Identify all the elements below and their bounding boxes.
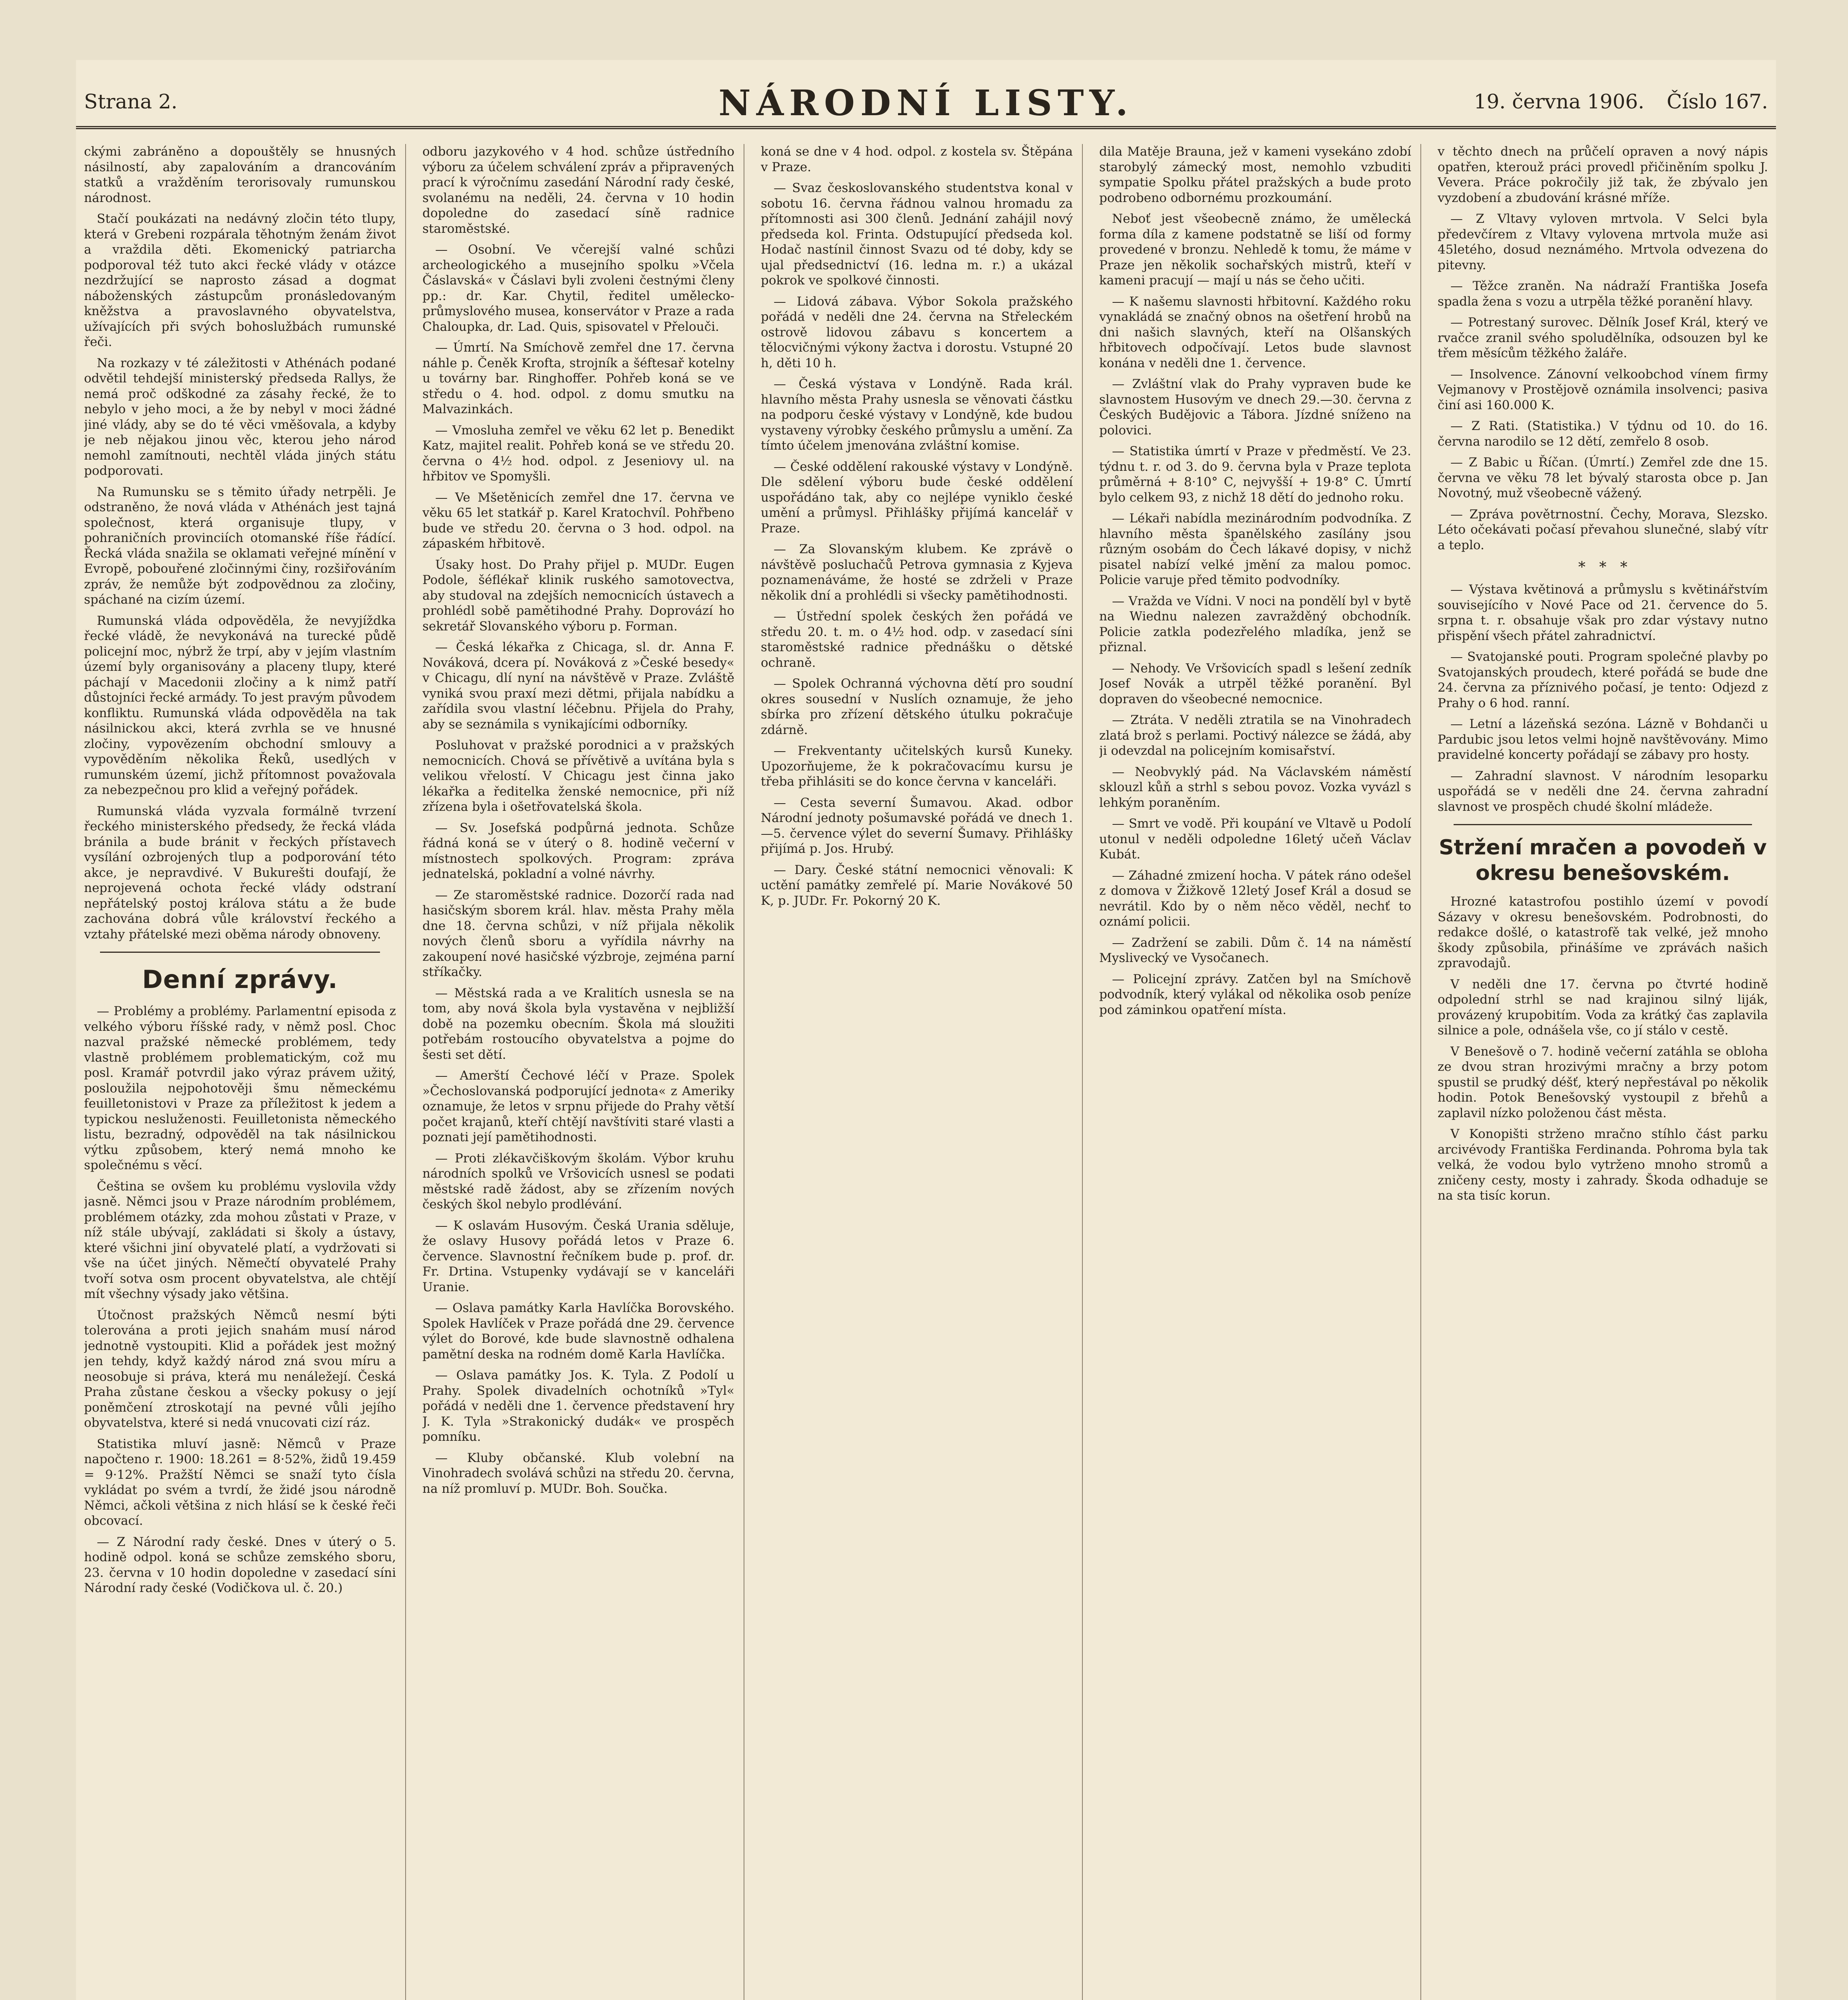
news-item: — Vmosluha zemřel ve věku 62 let p. Benedikt Katz, majitel realit. Pohřeb koná se ve středu 20. června o 4½ hod. odpol. z Jeseniovy ul. na hřbitov ve Spomyšli. — [422, 423, 734, 484]
news-item: v těchto dnech na průčelí opraven a nový nápis opatřen, kterouž práci provedl přičiněním spolku J. Vevera. Práce pokročily již tak, že zbývalo jen vyzdobení a zbudování krásné mříže. — [1438, 144, 1768, 205]
flood-article-title: Stržení mračen a povodeň v okresu benešovském. — [1439, 836, 1767, 885]
article-paragraph: Rumunská vláda vyzvala formálně tvrzení řeckého ministerského předsedy, že řecká vláda bránila a bude bránit v řeckých přístavech vysílání ozbrojených tlup a podporování této akce, je nepravdivé. V Bukurešti doufají, že neprojevená ochota řecké vlády odstraní nepřátelský postoj králova státu a že bude zachována dobrá vůle království řeckého a vztahy přátelské mezi oběma národy obnoveny. — [84, 804, 396, 942]
issue-info — [1458, 90, 1768, 113]
news-item: — Oslava památky Jos. K. Tyla. Z Podolí u Prahy. Spolek divadelních ochotníků »Tyl« pořádá v neděli dne 1. července představení hry J. K. Tyla »Strakonický dudák« ve prospěch pomníku. — [422, 1368, 734, 1444]
news-item: — Zahradní slavnost. V národním lesoparku uspořádá se v neděli dne 24. června zahradní slavnost ve prospěch chudé školní mládeže. — [1438, 768, 1768, 814]
news-item: — Zadržení se zabili. Dům č. 14 na náměstí Myslivecký ve Vysočanech. — [1099, 935, 1411, 965]
news-item: Úsaky host. Do Prahy přijel p. MUDr. Eugen Podole, šéflékař klinik ruského samotovectva, aby studoval na zdejších nemocnicích ústavech a prohlédl sobě pamětihodné Prahy. Doprovází ho sekretář Slovanského výboru p. Forman. — [422, 557, 734, 634]
column-rule — [1420, 144, 1421, 2000]
news-item: — Česká výstava v Londýně. Rada král. hlavního města Prahy usnesla se věnovati částku na podporu české výstavy v Londýně, kde budou vystaveny výrobky českého průmyslu a umění. Za tímto účelem jmenována zvláštní komise. — [761, 377, 1073, 453]
news-item: Útočnost pražských Němců nesmí býti tolerována a proti jejich snahám musí národ jednotně vystoupiti. Klid a pořádek jest možný jen tehdy, když každý národ zná svou míru a neosobuje si práva, která mu nenáležejí. Česká Praha zůstane českou a všecky pokusy o její poněmčení ztroskotají na pevné vůli jejího obyvatelstva, které si nedá vnucovati cizí ráz. — [84, 1308, 396, 1430]
column-2 — [422, 144, 734, 2000]
news-item: — Vražda ve Vídni. V noci na pondělí byl v bytě na Wiednu nalezen zavražděný obchodník. Policie zatkla podezřelého mladíka, jenž se přiznal. — [1099, 594, 1411, 654]
news-item: — Potrestaný surovec. Dělník Josef Král, který ve rvačce zranil svého spoludělníka, odsouzen byl ke třem měsícům těžkého žaláře. — [1438, 315, 1768, 360]
section-divider — [100, 952, 380, 953]
news-item: — Letní a lázeňská sezóna. Lázně v Bohdanči u Pardubic jsou letos velmi hojně navštěvovány. Mimo pravidelné koncerty pořádají se zábavy pro hosty. — [1438, 717, 1768, 762]
news-item: — Cesta severní Šumavou. Akad. odbor Národní jednoty pošumavské pořádá ve dnech 1.—5. července výlet do severní Šumavy. Přihlášky přijímá p. Jos. Hrubý. — [761, 795, 1073, 856]
news-item: — Dary. České státní nemocnici věnovali: K uctění památky zemřelé pí. Marie Novákové 50 K, p. JUDr. Fr. Pokorný 20 K. — [761, 862, 1073, 908]
page-label: Strana 2. — [84, 90, 178, 113]
news-item: — Amerští Čechové léčí v Praze. Spolek »Čechoslovanská podporující jednota« z Ameriky oznamuje, že letos v srpnu přijede do Prahy větší počet krajanů, kteří chtějí navštíviti staré vlasti a poznati její pamětihodnosti. — [422, 1068, 734, 1144]
news-item: — Za Slovanským klubem. Ke zprávě o návštěvě posluchačů Petrova gymnasia z Kyjeva poznamenáváme, že hosté se zdrželi v Praze několik dní a prohlédli si všecky pamětihodnosti. — [761, 542, 1073, 603]
column-4 — [1099, 144, 1411, 2000]
section-separator: * * * — [1578, 559, 1628, 576]
news-item: — Policejní zprávy. Zatčen byl na Smíchově podvodník, který vylákal od několika osob peníze pod záminkou opatření místa. — [1099, 972, 1411, 1017]
news-item: — Spolek Ochranná výchovna dětí pro soudní okres sousední v Nuslích oznamuje, že jeho sbírka pro zřízení dětského útulku pokračuje zdárně. — [761, 676, 1073, 737]
news-item: — Svaz českoslovanského studentstva konal v sobotu 16. června řádnou valnou hromadu za přítomnosti asi 300 členů. Jednání zahájil nový předseda kol. Frinta. Odstupující předseda kol. Hodač nastínil činnost Svazu od té doby, kdy se ujal předsednictví (16. ledna m. r.) a ukázal pokrok ve spolkové činnosti. — [761, 181, 1073, 288]
news-item: — Česká lékařka z Chicaga, sl. dr. Anna F. Nováková, dcera pí. Nováková z »České besedy« v Chicagu, dlí nyní na návštěvě v Praze. Zvláště vyniká svou praxí mezi dětmi, přijala nabídku a zařídila svou vlastní léčebnu. Přijela do Prahy, aby se seznámila s vynikajícími odborníky. — [422, 640, 734, 732]
news-item: — Neobvyklý pád. Na Václavském náměstí sklouzl kůň a strhl s sebou povoz. Vozka vyvázl s lehkým poraněním. — [1099, 764, 1411, 810]
flood-article-paragraph: V Konopišti strženo mračno stíhlo část parku arcivévody Františka Ferdinanda. Pohroma byla tak velká, že vodou bylo vytrženo mnoho stromů a zničeny cesty, mosty i zahrady. Škoda odhaduje se na sta tisíc korun. — [1438, 1127, 1768, 1203]
news-item: — Z Vltavy vyloven mrtvola. V Selci byla předevčírem z Vltavy vylovena mrtvola muže asi 45letého, dosud neznámého. Mrtvola odvezena do pitevny. — [1438, 212, 1768, 272]
news-item: — Ústřední spolek českých žen pořádá ve středu 20. t. m. o 4½ hod. odp. v zasedací síni staroměstské radnice přednášku o dětské ochraně. — [761, 609, 1073, 670]
news-item: — České oddělení rakouské výstavy v Londýně. Dle sdělení výboru bude české oddělení uspořádáno tak, aby co nejlépe vyniklo české umění a průmysl. Přihlášky přijímá kancelář v Praze. — [761, 459, 1073, 536]
news-item: — Zvláštní vlak do Prahy vypraven bude ke slavnostem Husovým ve dnech 29.—30. června z Českých Budějovic a Tábora. Jízdné sníženo na polovici. — [1099, 377, 1411, 438]
column-rule — [1082, 144, 1083, 2000]
news-item: — K našemu slavnosti hřbitovní. Každého roku vynakládá se značný obnos na ošetření hrobů na dni našich slavných, kteří na Olšanských hřbitovech odpočívají. Letos bude slavnost konána v neděli dne 1. července. — [1099, 294, 1411, 370]
news-item: — Svatojanské pouti. Program společné plavby po Svatojanských proudech, které pořádá se bude dne 24. června za příznivého počasí, je tento: Odjezd z Prahy o 6 hod. ranní. — [1438, 650, 1768, 710]
news-item: — Lidová zábava. Výbor Sokola pražského pořádá v neděli dne 24. června na Střeleckém ostrově lidovou zábavu s koncertem a tělocvičnými výkony žactva i dorostu. Vstupné 20 h, děti 10 h. — [761, 294, 1073, 370]
news-item: — Frekventanty učitelských kursů Kuneky. Upozorňujeme, že k pokračovacímu kursu je třeba přihlásiti se do konce června v kanceláři. — [761, 744, 1073, 789]
news-item: — Problémy a problémy. Parlamentní episoda z velkého výboru říšské rady, v němž posl. Choc nazval pražské německé problémem, tedy vlastně problémem problematickým, což mu posl. Kramář potvrdil jako výraz právem užitý, posloužila nejpohotověji šmu německému feuilletonistovi v Praze za příležitost k jedem a typickou nesluženosti. Feuilletonista německého listu, bezradný, odpověděl na tak násilnickou výtku způsobem, který nemá mnoho ke společnému s věcí. — [84, 1004, 396, 1172]
news-item: — Těžce zraněn. Na nádraží Františka Josefa spadla žena s vozu a utrpěla těžké poranění hlavy. — [1438, 279, 1768, 309]
article-paragraph: ckými zabráněno a dopouštěly se hnusných násilností, aby zapalováním a drancováním statků a vražděním terorisovaly rumunskou národnost. — [84, 144, 396, 205]
page-header — [76, 82, 1776, 129]
news-item: — Proti zlékavčiškovým školám. Výbor kruhu národních spolků ve Vršovicích usnesl se podati městské radě žádost, aby se zřízením nových českých škol nebylo prodlévání. — [422, 1151, 734, 1212]
news-item: — Výstava květinová a průmyslu s květinářstvím souvisejícího v Nové Pace od 21. července do 5. srpna t. r. obsahuje však pro zdar výstavy nutno přispění všech přátel zahradnictví. — [1438, 582, 1768, 643]
section-title: Denní zprávy. — [142, 965, 338, 994]
news-item: — Nehody. Ve Vršovicích spadl s lešení zedník Josef Novák a utrpěl těžké poranění. Byl dopraven do všeobecné nemocnice. — [1099, 661, 1411, 706]
news-item: — Z Babic u Říčan. (Úmrtí.) Zemřel zde dne 15. června ve věku 78 let bývalý starosta obce p. Jan Novotný, muž všeobecně vážený. — [1438, 455, 1768, 500]
flood-article-paragraph: V neděli dne 17. června po čtvrté hodině odpolední strhl se nad krajinou silný liják, provázený krupobitím. Voda za krátký čas zaplavila silnice a pole, odnášela vše, co jí stálo v cestě. — [1438, 977, 1768, 1038]
news-item: — Ve Mšetěnicích zemřel dne 17. června ve věku 65 let statkář p. Karel Kratochvíl. Pohřbeno bude ve středu 20. června o 3 hod. odpol. na zápaském hřbitově. — [422, 490, 734, 551]
column-1 — [84, 144, 396, 2000]
news-item: — Sv. Josefská podpůrná jednota. Schůze řádná koná se v úterý o 8. hodině večerní v místnostech spolkových. Program: zpráva jednatelská, pokladní a volné návrhy. — [422, 820, 734, 881]
news-item: Neboť jest všeobecně známo, že umělecká forma díla z kamene podstatně se liší od formy provedené v bronzu. Nehledě k tomu, že máme v Praze jen několik sochařských mistrů, kteří v kameni pracují — mají u nás se čeho učiti. — [1099, 212, 1411, 288]
news-item: koná se dne v 4 hod. odpol. z kostela sv. Štěpána v Praze. — [761, 144, 1073, 174]
issue-date: 19. června 1906. — [1474, 90, 1644, 113]
news-item: odboru jazykového v 4 hod. schůze ústředního výboru za účelem schválení zpráv a připravených prací k výročnímu zasedání Národní rady české, svolanému na neděli, 24. června v 10 hodin dopoledne do zasedací síně radnice staroměstské. — [422, 144, 734, 236]
news-item: Statistika mluví jasně: Němců v Praze napočteno r. 1900: 18.261 = 8·52%, židů 19.459 = 9·12%. Pražští Němci se snaží tyto čísla vykládat po svém a tvrdí, že židé jsou národně Němci, ačkoli většina z nich hlásí se k české řeči obcovací. — [84, 1436, 396, 1528]
news-item: — Statistika úmrtí v Praze v předměstí. Ve 23. týdnu t. r. od 3. do 9. června byla v Praze teplota průměrná + 8·10° C, nejvyšší + 19·8° C. Úmrtí bylo celkem 93, z nichž 18 dětí do jednoho roku. — [1099, 444, 1411, 505]
article-paragraph: Na rozkazy v té záležitosti v Athénách podané odvětil tehdejší ministerský předseda Rallys, že nemá proč odškodné za zásahy řecké, že to nebylo v jeho moci, a že by nebyl v moci žádné jiné vlády, aby se do té věci vměšovala, a kdyby je neb nějakou jinou věc, kterou jeho národ nemohl zamítnouti, nechtěl vláda jiných státu podporovati. — [84, 356, 396, 478]
masthead-title: NÁRODNÍ LISTY. — [718, 82, 1134, 124]
column-3 — [761, 144, 1073, 2000]
news-item: — Smrt ve vodě. Při koupání ve Vltavě u Podolí utonul v neděli odpoledne 16letý učeň Václav Kubát. — [1099, 816, 1411, 862]
column-rule — [405, 144, 406, 2000]
article-paragraph: Stačí poukázati na nedávný zločin této tlupy, která v Grebeni rozpárala těhotným ženám život a vraždila děti. Ekomenický patriarcha podporoval též tuto akci řecké vlády v otázce nezdržující se naprosto zásad a dogmat náboženských zástupcům pronásledovaným kněžstva a pravoslavného obyvatelstva, užívajících při svých bohoslužbách rumunské řeči. — [84, 212, 396, 349]
news-item: — Z Národní rady české. Dnes v úterý o 5. hodině odpol. koná se schůze zemského sboru, 23. června v 10 hodin dopoledne v zasedací síni Národní rady české (Vodičkova ul. č. 20.) — [84, 1534, 396, 1595]
issue-number: Číslo 167. — [1666, 90, 1768, 113]
newspaper-page — [76, 60, 1776, 2000]
news-item: — K oslavám Husovým. Česká Urania sděluje, že oslavy Husovy pořádá letos v Praze 6. července. Slavnostní řečníkem bude p. prof. dr. Fr. Drtina. Vstupenky vydávají se v kanceláři Uranie. — [422, 1218, 734, 1294]
news-item: — Osobní. Ve včerejší valné schůzi archeologického a musejního spolku »Včela Čáslavská« v Čáslavi byli zvoleni čestnými členy pp.: dr. Kar. Chytil, ředitel umělecko-průmyslového musea, konservátor v Praze a rada Chaloupka, dr. Lad. Quis, spisovatel v Přelouči. — [422, 242, 734, 334]
news-item: Čeština se ovšem ku problému vyslovila vždy jasně. Němci jsou v Praze národním problémem, problémem otázky, zda mohou zůstati v Praze, v níž stále ubývají, zakládati si školy a ústavy, které všichni jiní obyvatelé platí, a vydržovati si vše na účet jiných. Němečtí obyvatelé Prahy tvoří sotva osm procent obyvatelstva, ale chtějí mít všechny výsady jako většina. — [84, 1179, 396, 1301]
news-item: — Z Rati. (Statistika.) V týdnu od 10. do 16. června narodilo se 12 dětí, zemřelo 8 osob. — [1438, 419, 1768, 449]
news-item: — Lékaři nabídla mezinárodním podvodníka. Z hlavního města španělského zasílány jsou různým osobám do Čech lákavé dopisy, v nichž pisatel nabízí velké jmění za malou pomoc. Policie varuje před těmito podvodníky. — [1099, 511, 1411, 587]
news-item: — Zpráva povětrnostní. Čechy, Morava, Slezsko. Léto očekávati počasí převahou slunečné, slabý vítr a teplo. — [1438, 507, 1768, 552]
flood-article-paragraph: Hrozné katastrofou postihlo území v povodí Sázavy v okresu benešovském. Podrobnosti, do redakce došlé, o katastrofě tak velké, jež mnoho škody způsobila, přinášíme ve zprávách našich zpravodajů. — [1438, 894, 1768, 970]
news-item: — Insolvence. Zánovní velkoobchod vínem firmy Vejmanovy v Prostějově oznámila insolvenci; pasiva činí asi 160.000 K. — [1438, 367, 1768, 412]
news-item: Posluhovat v pražské porodnici a v pražských nemocnicích. Chová se přívětivě a uvítána byla s velikou vřelostí. V Chicagu jest činna jako lékařka a ředitelka ženské nemocnice, při níž zřízena byla i ošetřovatelská škola. — [422, 738, 734, 814]
section-divider — [1454, 824, 1752, 825]
news-item: — Záhadné zmizení hocha. V pátek ráno odešel z domova v Žižkově 12letý Josef Král a dosud se nevrátil. Kdo by o něm něco věděl, nechť to oznámí policii. — [1099, 868, 1411, 929]
column-5 — [1438, 144, 1768, 2000]
news-item: — Ztráta. V neděli ztratila se na Vinohradech zlatá brož s perlami. Poctivý nálezce se žádá, aby ji odevzdal na policejním komisařství. — [1099, 713, 1411, 758]
news-item: — Ze staroměstské radnice. Dozorčí rada nad hasičským sborem král. hlav. města Prahy měla dne 18. června schůzi, v níž přijala několik nových členů sboru a vyřídila návrhy na zakoupení nové hasičské výzbroje, zejména parní stříkačky. — [422, 888, 734, 979]
article-paragraph: Na Rumunsku se s těmito úřady netrpěli. Je odstraněno, že nová vláda v Athénách jest tajná společnost, která organisuje tlupy, v pohraničních provinciích otomanské říše řádící. Řecká vláda snažila se oklamati veřejné mínění v Evropě, pobouřené zločinnými činy, rozšiřováním zpráv, že nemůže být zodpovědnou za zločiny, spáchané na cizím území. — [84, 484, 396, 607]
news-item: — Kluby občanské. Klub volební na Vinohradech svolává schůzi na středu 20. června, na níž promluví p. MUDr. Boh. Součka. — [422, 1450, 734, 1496]
article-paragraph: Rumunská vláda odpověděla, že nevyjíždka řecké vládě, že nevykonává na turecké půdě policejní moc, nýbrž že trpí, aby v jejím vlastním území byly organisovány a placeny tlupy, které páchají v Macedonii zločiny a k nimž patří důstojníci řecké armády. To jest pravým původem konfliktu. Rumunská vláda odpověděla na tak násilnickou akci, která zvrhla se ve hnusné zločiny, vypovězením obchodní smlouvy a vypověděním několika Řeků, usedlých v rumunském území, jichž přítomnost považovala za nebezpečnou pro klid a veřejný pořádek. — [84, 613, 396, 797]
news-item: — Městská rada a ve Kralitích usnesla se na tom, aby nová škola byla vystavěna v nejbližší době na pozemku obecním. Škola má sloužiti potřebám rostoucího obyvatelstva a pojme do šesti set dětí. — [422, 986, 734, 1062]
news-item: dila Matěje Brauna, jež v kameni vysekáno zdobí starobylý zámecký most, nemohlo vzbuditi sympatie Spolku přátel pražských a bude proto podrobeno odbornému prozkoumání. — [1099, 144, 1411, 205]
news-item: — Oslava památky Karla Havlíčka Borovského. Spolek Havlíček v Praze pořádá dne 29. července výlet do Borové, kde bude slavnostně odhalena pamětní deska na rodném domě Karla Havlíčka. — [422, 1301, 734, 1362]
flood-article-paragraph: V Benešově o 7. hodině večerní zatáhla se obloha ze dvou stran hrozivými mračny a brzy potom spustil se prudký déšť, který nepřestával po několik hodin. Potok Benešovský vystoupil z břehů a zaplavil nízko položenou část města. — [1438, 1044, 1768, 1120]
news-item: — Úmrtí. Na Smíchově zemřel dne 17. června náhle p. Čeněk Kroftа, strojník a šéftesař kotelny u továrny bar. Ringhoffer. Pohřeb koná se ve středu o 4. hod. odpol. z domu smutku na Malvazinkách. — [422, 340, 734, 416]
